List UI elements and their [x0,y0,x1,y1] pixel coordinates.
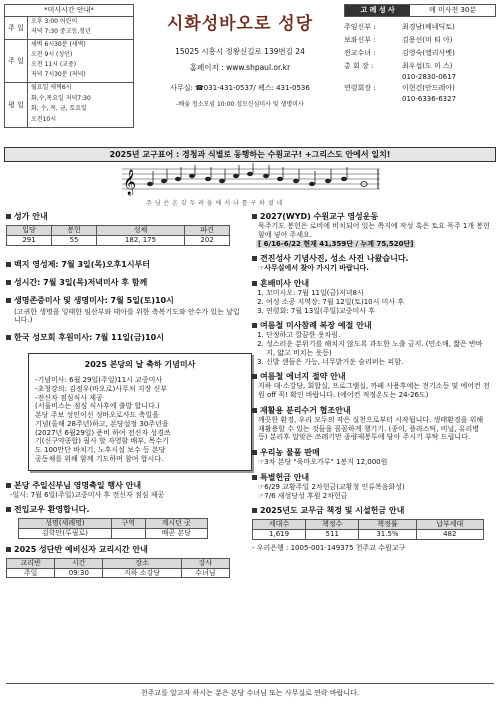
music-staff [120,163,382,207]
hymn-table [6,225,230,246]
hymn-header-recessional: 파견 [184,226,229,236]
special-offering-title: 특별헌금 안내 [252,473,490,483]
notice-life-mass-title: 생명존중미사 및 생명미사: 7월 5일(토)10시 [6,296,242,306]
hymn-value-recessional: 202 [184,235,229,245]
parish-address: 15025 시흥시 정왕신길로 139번길 24 [175,47,305,57]
catechism-value-teacher: 수녀님 [181,568,229,578]
left-column [6,212,242,677]
recycle-title: 재활용 분리수거 협조안내 [252,406,490,416]
energy-body: 지하 대·소강당, 회합실, 프로그램실, 까페 사용후에는 전기소등 및 에어컨 전원 off 꼭! 확인 바랍니다. (에어컨 적정온도는 24-26도) [258,382,490,399]
feast-line-6: 기념(올해 28주년)하고, 본당설정 30주년을 [35,419,169,428]
hymn-section-title: 성가 안내 [6,212,242,222]
feast-line-3: -전신자 점심식사 제공 [35,393,103,402]
diocese-banner: 2025년 교구표어 : 경청과 식별로 동행하는 수원교구! +그리스도 안에서 일치! [4,147,496,162]
wedding-title: 혼배미사 안내 [252,279,490,289]
dress-code-item-3: 3. 신발 샌들은 가능, 너무밝거운 슬리퍼는 피함. [266,358,490,367]
feast-line-7: (2027년 6월29일) 준비 하여 전신자 성경쓰 [35,428,171,437]
sunday-time-1: 새벽 6시30분 (새벽) [31,41,86,48]
energy-title: 여름철 에너지 절약 안내 [252,372,490,382]
staff-name-2: 김용선(미 티 아) [402,36,453,44]
staff-role-6: 연령회장 : [344,84,376,92]
staff-role-5 [344,73,402,82]
parish-header [140,4,340,126]
parish-name: 시화성바오로 성당 [166,14,314,34]
newcomer-value-origin: 배곧 본당 [145,529,207,539]
catechism-header-teacher: 강사 [181,558,229,568]
newcomer-header-name: 성명(세례명) [19,519,112,529]
budget-value-rate: 31.5% [359,530,416,540]
staff-box [344,4,496,126]
special-offering-line-1: ☞6/29 교황주일 2차헌금(교황청 인류복음화성) [258,482,405,491]
wedding-item-1: 1. 꼬미시오: 7월 11일(금)저녁8시 [266,289,490,298]
notice-feastday-title: 본당 주일신부님 영명축일 행사 안내 [6,481,242,491]
photo-notice-title: 견진성사 기념사진, 성소 사진 나왔습니다. [252,254,490,264]
svg-text:𝄞: 𝄞 [123,170,137,195]
catechism-header-class: 교리반 [7,558,55,568]
feast-line-1: -기념미사: 6월 29일(주일)11시 교중미사 [35,376,163,384]
confession-time: 매 미사전 30분 [429,6,477,14]
dress-code-item-1: 1. 단정하고 깔끔한 옷차림. [266,331,490,340]
staff-role-4: 총 회 장 : [344,62,374,70]
weekday2-time-4: 오전10시 [31,115,57,123]
hymn-value-communion: 182, 175 [97,235,185,245]
staff-name-6: 이현건(안드레아) [402,84,455,92]
sunday-label: 주 일 [5,40,28,82]
dress-code-list [252,331,490,366]
wedding-item-2: 2. 여성 소공 지역장: 7월 12일(토)10시 미사 후 [266,298,490,307]
feast-line-5: 본당 주보 성인이신 성바오로사도 축일을 [35,411,159,419]
mass-times-header: *미사시간 안내* [5,5,133,17]
hymn-value-entrance: 291 [7,235,52,245]
feast-line-9: 도 100만단 바치기, 노후시설 보수 등 본당 [35,446,166,454]
feast-line-4: (서울비스는 점심 식사후에 출발 합니다.) [35,402,160,411]
music-lyrics: 주 님 은 온 갖 두 려 움 에 서 나 를 구 하 셨 네 [146,199,283,207]
footer-line [6,683,494,684]
budget-value-paid: 482 [416,530,483,540]
catechism-value-place: 지하 소강당 [103,568,181,578]
notice-feastday-body: -일시: 7월 6일(주일)교중미사 후 전신자 점심 제공 [10,490,165,499]
weekday-time-2: 저녁 7:30 중고등,청년 [31,28,91,35]
budget-value-households: 1,619 [253,530,306,540]
budget-header-households: 세대수 [253,520,306,530]
staff-role-3: 전교수녀 : [344,49,376,57]
parish-homepage[interactable]: 홈페이지 : www.shpaul.or.kr [189,62,291,72]
staff-role-2: 보좌신부 : [344,36,376,44]
catechism-value-time: 09:30 [55,568,103,578]
wyd-highlight: [ 6/16-6/22 현재 41,359단 / 누계 75,520단] [258,239,414,248]
recycle-body: 깨끗한 환경, 우리 모두의 작은 실천으로부터 시작됩니다. 생태환경을 위해 재활용할 수 있는 것들을 꼼꼼하게 챙기기. (종이, 플라스틱, 비닐, 유리병 등) 분리후 알맞은 쓰레기만 종량제봉투에 담아 주시기 부탁 드립니다. [258,415,484,442]
parish-bank: -배움 청소모임 10:00 성모신심미사 및 생명미사 [176,100,304,108]
weekday2-time-2: 화,수,목요일 저녁7:30 [31,94,91,102]
farm-products-title: 우리농 물품 판매 [252,448,490,458]
catechism-table [6,558,230,579]
weekday-label: 주 일 [5,17,28,39]
newcomer-header-origin: 계시던 곳 [145,519,207,529]
budget-account: - 우리은행 : 1005-001-149375 천주교 수원교구 [252,543,406,552]
budget-header-paid: 납부세대 [416,520,483,530]
budget-table [252,519,484,540]
special-offering-line-2: ☞7/6 새성당성 후원 2차헌금 [258,491,348,500]
weekday2-label: 평 일 [5,83,28,128]
dress-code-item-2: 2. 성스러운 분위기를 해치지 않도록 과도한 노출 금지. (민소매, 짧은 반바지, 얇고 비치는 옷등) [266,340,490,358]
notice-mothers-mass-title: 한국 성모회 후원미사: 7월 11일(금)10시 [6,333,242,343]
newcomer-table [18,518,208,539]
feast-line-10: 공동체를 위해 함께 기도하며 참여 합시다. [35,454,164,463]
weekday2-time-1: 월요일 새벽6시 [31,84,72,91]
dress-code-title: 여름철 미사참례 복장 예절 안내 [252,321,490,331]
staff-name-1: 최경남(베네딕토) [402,23,455,31]
hymn-header-offertory: 봉헌 [52,226,97,236]
catechism-header-time: 시간 [55,558,103,568]
newcomer-header-district: 구역 [111,519,145,529]
staff-phone-2: 010-6336-6327 [402,95,457,103]
notice-holy-hour-title: 성시간: 7월 3일(목)저녁미사 후 함께 [6,278,242,288]
sunday-time-3: 오전 11시 (교중) [31,61,77,68]
budget-value-assessed: 511 [306,530,359,540]
budget-header-rate: 책정률 [359,520,416,530]
notice-adoration-title: 백지 영성제: 7월 3일(목)오후1시부터 [6,260,242,270]
notice-life-mass-body: (고귀한 생명을 잉태한 임산부와 태아를 위한 축복기도와 안수가 있는 날입니다.) [14,307,240,325]
sunday-time-4: 저녁 7시30분 (저녁) [31,71,86,78]
sunday-time-2: 오전 9시 (성인) [31,51,73,58]
wyd-body: 묵주기도 봉헌은 로비에 비치되어 있는 쪽지에 작성 혹은 토요 묵주 1개 봉헌함에 넣어 주세요. [258,222,490,239]
feast-line-2: -초청강의: 김정우(바오로)사무처 지장 신부 [35,384,167,393]
staff-name-4: 최우섭(도 미 스) [402,62,453,70]
budget-header-assessed: 책정수 [306,520,359,530]
music-notes-icon [120,163,382,197]
notice-catechism-title: 2025 성단반 예비신자 교리시간 안내 [6,545,242,555]
wyd-title: 2027(WYD) 수원교구 영성운동 [252,212,490,222]
feast-title: 2025 본당의 날 축하 기념미사 [84,360,196,369]
staff-phone-1: 010-2830-0617 [402,73,457,81]
mass-times-box [4,4,134,128]
staff-role-1: 주임신부 : [344,23,376,31]
catechism-header-place: 장소 [103,558,181,568]
parish-office: 사무실: ☎031-431-0537/ 팩스: 431-0536 [170,84,310,92]
wedding-list [252,289,490,315]
notice-newcomer-title: 전입교우 환영합니다. [6,505,242,515]
staff-name-3: 김영숙(엘리사벳) [402,49,455,57]
catechism-value-class: 주일 [7,568,55,578]
wedding-item-3: 3. 연령회: 7월 13일(주일)교중미사 후 [266,307,490,316]
photo-notice-sub: ☞사무실에서 찾아 가시기 바랍니다. [258,264,369,273]
feast-box [28,353,252,471]
feast-line-8: 기(신구약종합) 필사 할 자영함 배부, 목수기 [35,437,169,446]
hymn-header-entrance: 입당 [7,226,52,236]
weekday2-time-3: 화, 수, 목, 금, 토요일 [31,105,87,112]
hymn-value-offertory: 55 [52,235,97,245]
footer-text: 천주교를 알고자 하시는 분은 본당 수녀님 또는 사무실로 연락 바랍니다. [140,689,360,697]
weekday-time-1: 오후 3:00 어린이 [31,18,78,25]
confession-title: 고 례 성 사 [345,5,410,16]
hymn-header-communion: 성체 [97,226,185,236]
farm-products-sub: ☞3차 본당 "육마오가루" 1봉지 12,000원 [258,458,388,466]
staff-role-7 [344,95,402,104]
newcomer-value-district [111,529,145,539]
newcomer-value-name: 김학만(루필로) [19,529,112,539]
budget-title: 2025년도 교무금 책정 및 시설헌금 안내 [252,506,490,516]
right-column [252,212,490,682]
